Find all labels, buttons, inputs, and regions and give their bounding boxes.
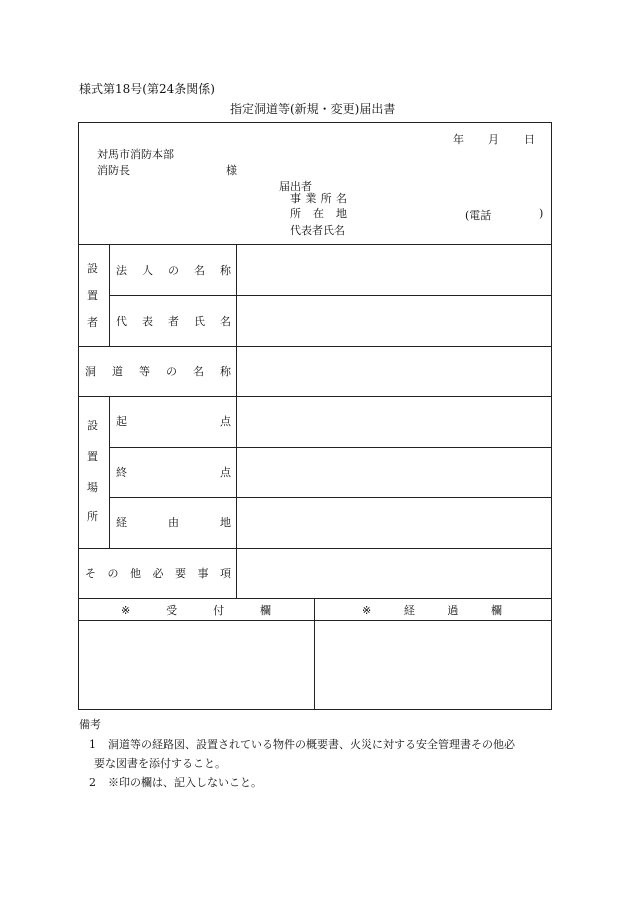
rule [109, 295, 552, 296]
remark-text: 洞道等の経路図、設置されている物件の概要書、火災に対する安全管理書その他必 [108, 738, 515, 751]
tunnel-name-label: 洞 道 等 の 名 称 [85, 365, 231, 378]
rule [78, 598, 552, 599]
rule [109, 447, 552, 448]
progress-column-header: ※ 経 過 欄 [362, 603, 502, 617]
phone-open: (電話 [465, 209, 492, 222]
end-point-label: 終 点 [116, 466, 231, 479]
office-name-label: 事 業 所 名 [290, 192, 347, 205]
start-point-label: 起 点 [116, 415, 231, 428]
remarks-heading: 備考 [79, 718, 101, 731]
phone-close: ) [539, 207, 544, 220]
other-matters-label: そ の 他 必 要 事 項 [85, 567, 231, 580]
location-group-char: 置 [87, 450, 98, 463]
rule [109, 497, 552, 498]
via-label: 経 由 地 [116, 516, 231, 529]
notifier-label: 届出者 [279, 180, 312, 193]
date-month: 月 [488, 133, 499, 146]
location-group-char: 設 [87, 419, 98, 432]
installer-group-char: 者 [87, 316, 98, 329]
location-group-char: 場 [87, 481, 98, 494]
rule [236, 244, 237, 598]
reception-column-header: ※ 受 付 欄 [121, 603, 271, 617]
installer-group-char: 置 [87, 289, 98, 302]
remark-text: 要な図書を添付すること。 [94, 757, 226, 770]
addressee-office: 対馬市消防本部 [97, 148, 174, 161]
location-group-char: 所 [87, 510, 98, 523]
rule [78, 244, 552, 245]
form-title: 指定洞道等(新規・変更)届出書 [230, 102, 396, 116]
remark-number: 1 [89, 738, 96, 751]
rule [78, 346, 552, 347]
rule [109, 244, 110, 346]
remark-number: 2 [89, 776, 96, 789]
addressee-chief: 消防長 [97, 164, 130, 177]
rule [314, 598, 315, 710]
representative-label: 代表者氏名 [290, 224, 345, 237]
date-year: 年 [453, 133, 464, 146]
honorific-sama: 様 [226, 164, 237, 177]
rule [109, 396, 110, 548]
remark-text: ※印の欄は、記入しないこと。 [108, 776, 262, 789]
installer-group-char: 設 [87, 262, 98, 275]
rule [78, 548, 552, 549]
form-number: 様式第18号(第24条関係) [79, 82, 215, 96]
address-label: 所 在 地 [290, 207, 347, 220]
corp-name-label: 法 人 の 名 称 [116, 264, 231, 277]
rule [78, 396, 552, 397]
rep-name-label: 代 表 者 氏 名 [116, 315, 231, 328]
rule [78, 620, 552, 621]
date-day: 日 [524, 133, 535, 146]
